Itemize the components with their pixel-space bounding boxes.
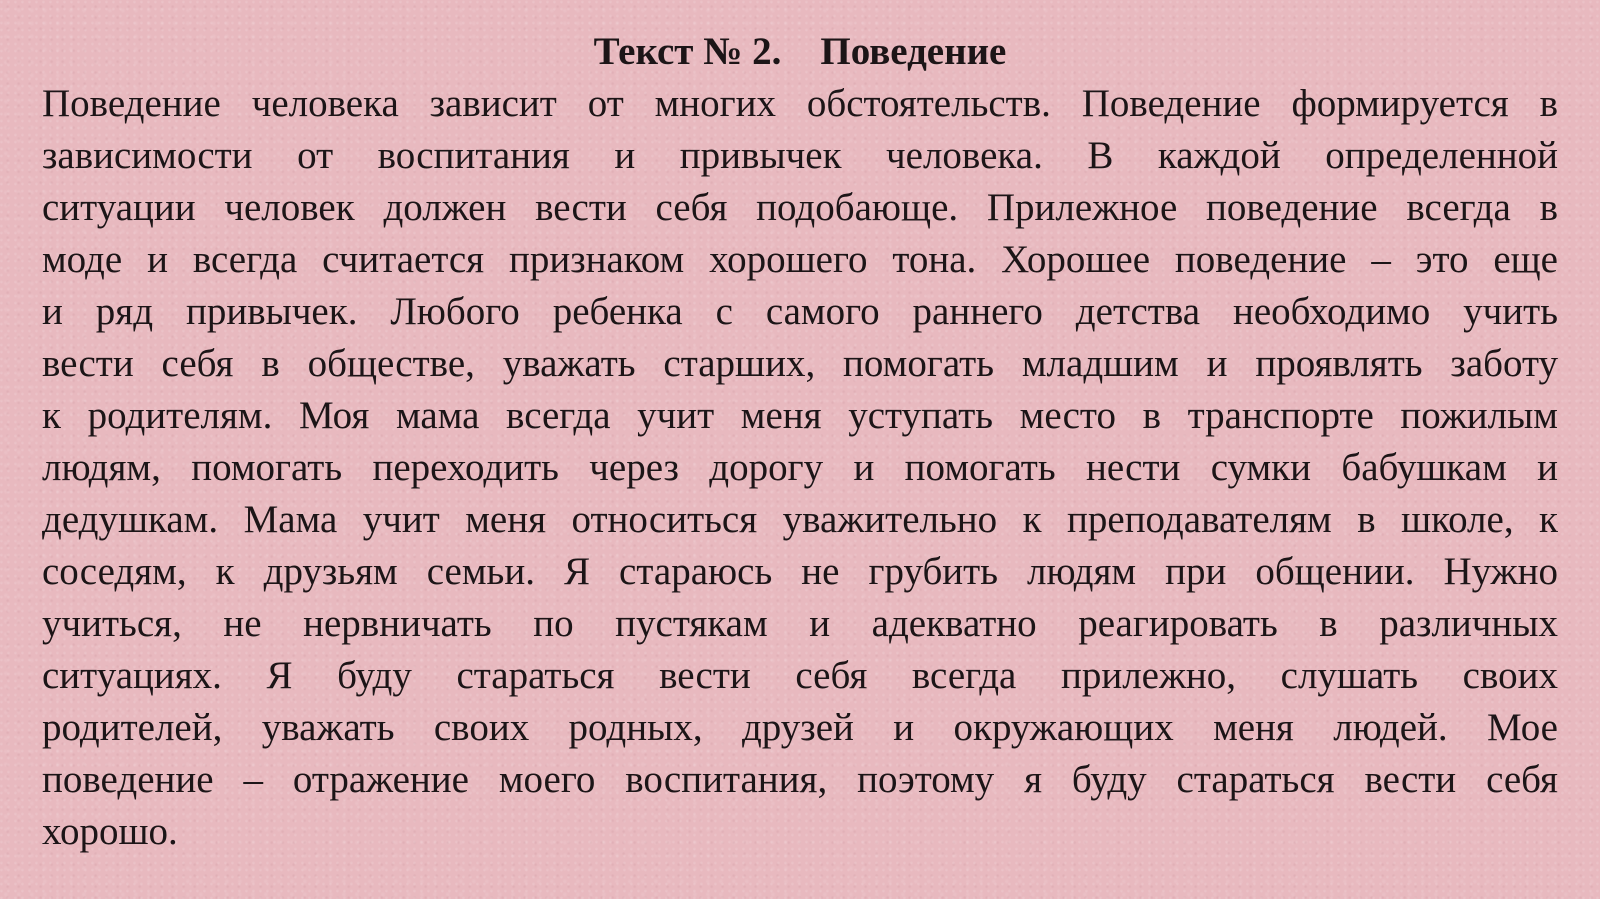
text-line-last: хорошо. [42,810,178,853]
text-line: зависимости от воспитания и привычек человека. В каждой определенной [42,134,1558,177]
text-line: к родителям. Моя мама всегда учит меня уступать место в транспорте пожилым [42,394,1558,437]
text-line: людям, помогать переходить через дорогу и помогать нести сумки бабушкам и [42,446,1558,489]
text-line: моде и всегда считается признаком хорошего тона. Хорошее поведение – это еще [42,238,1558,281]
text-line: родителей, уважать своих родных, друзей и окружающих меня людей. Мое [42,706,1558,749]
document-title: Текст № 2. Поведение [593,30,1007,73]
document-body [42,78,1558,858]
text-line: и ряд привычек. Любого ребенка с самого раннего детства необходимо учить [42,290,1558,333]
text-line: ситуации человек должен вести себя подобающе. Прилежное поведение всегда в [42,186,1558,229]
text-line: Поведение человека зависит от многих обстоятельств. Поведение формируется в [42,82,1558,125]
text-line: поведение – отражение моего воспитания, поэтому я буду стараться вести себя [42,758,1558,801]
text-line: ситуациях. Я буду стараться вести себя всегда прилежно, слушать своих [42,654,1558,697]
text-line: соседям, к друзьям семьи. Я стараюсь не грубить людям при общении. Нужно [42,550,1558,593]
text-line: учиться, не нервничать по пустякам и адекватно реагировать в различных [42,602,1558,645]
text-line: вести себя в обществе, уважать старших, помогать младшим и проявлять заботу [42,342,1558,385]
text-line: дедушкам. Мама учит меня относиться уважительно к преподавателям в школе, к [42,498,1558,541]
